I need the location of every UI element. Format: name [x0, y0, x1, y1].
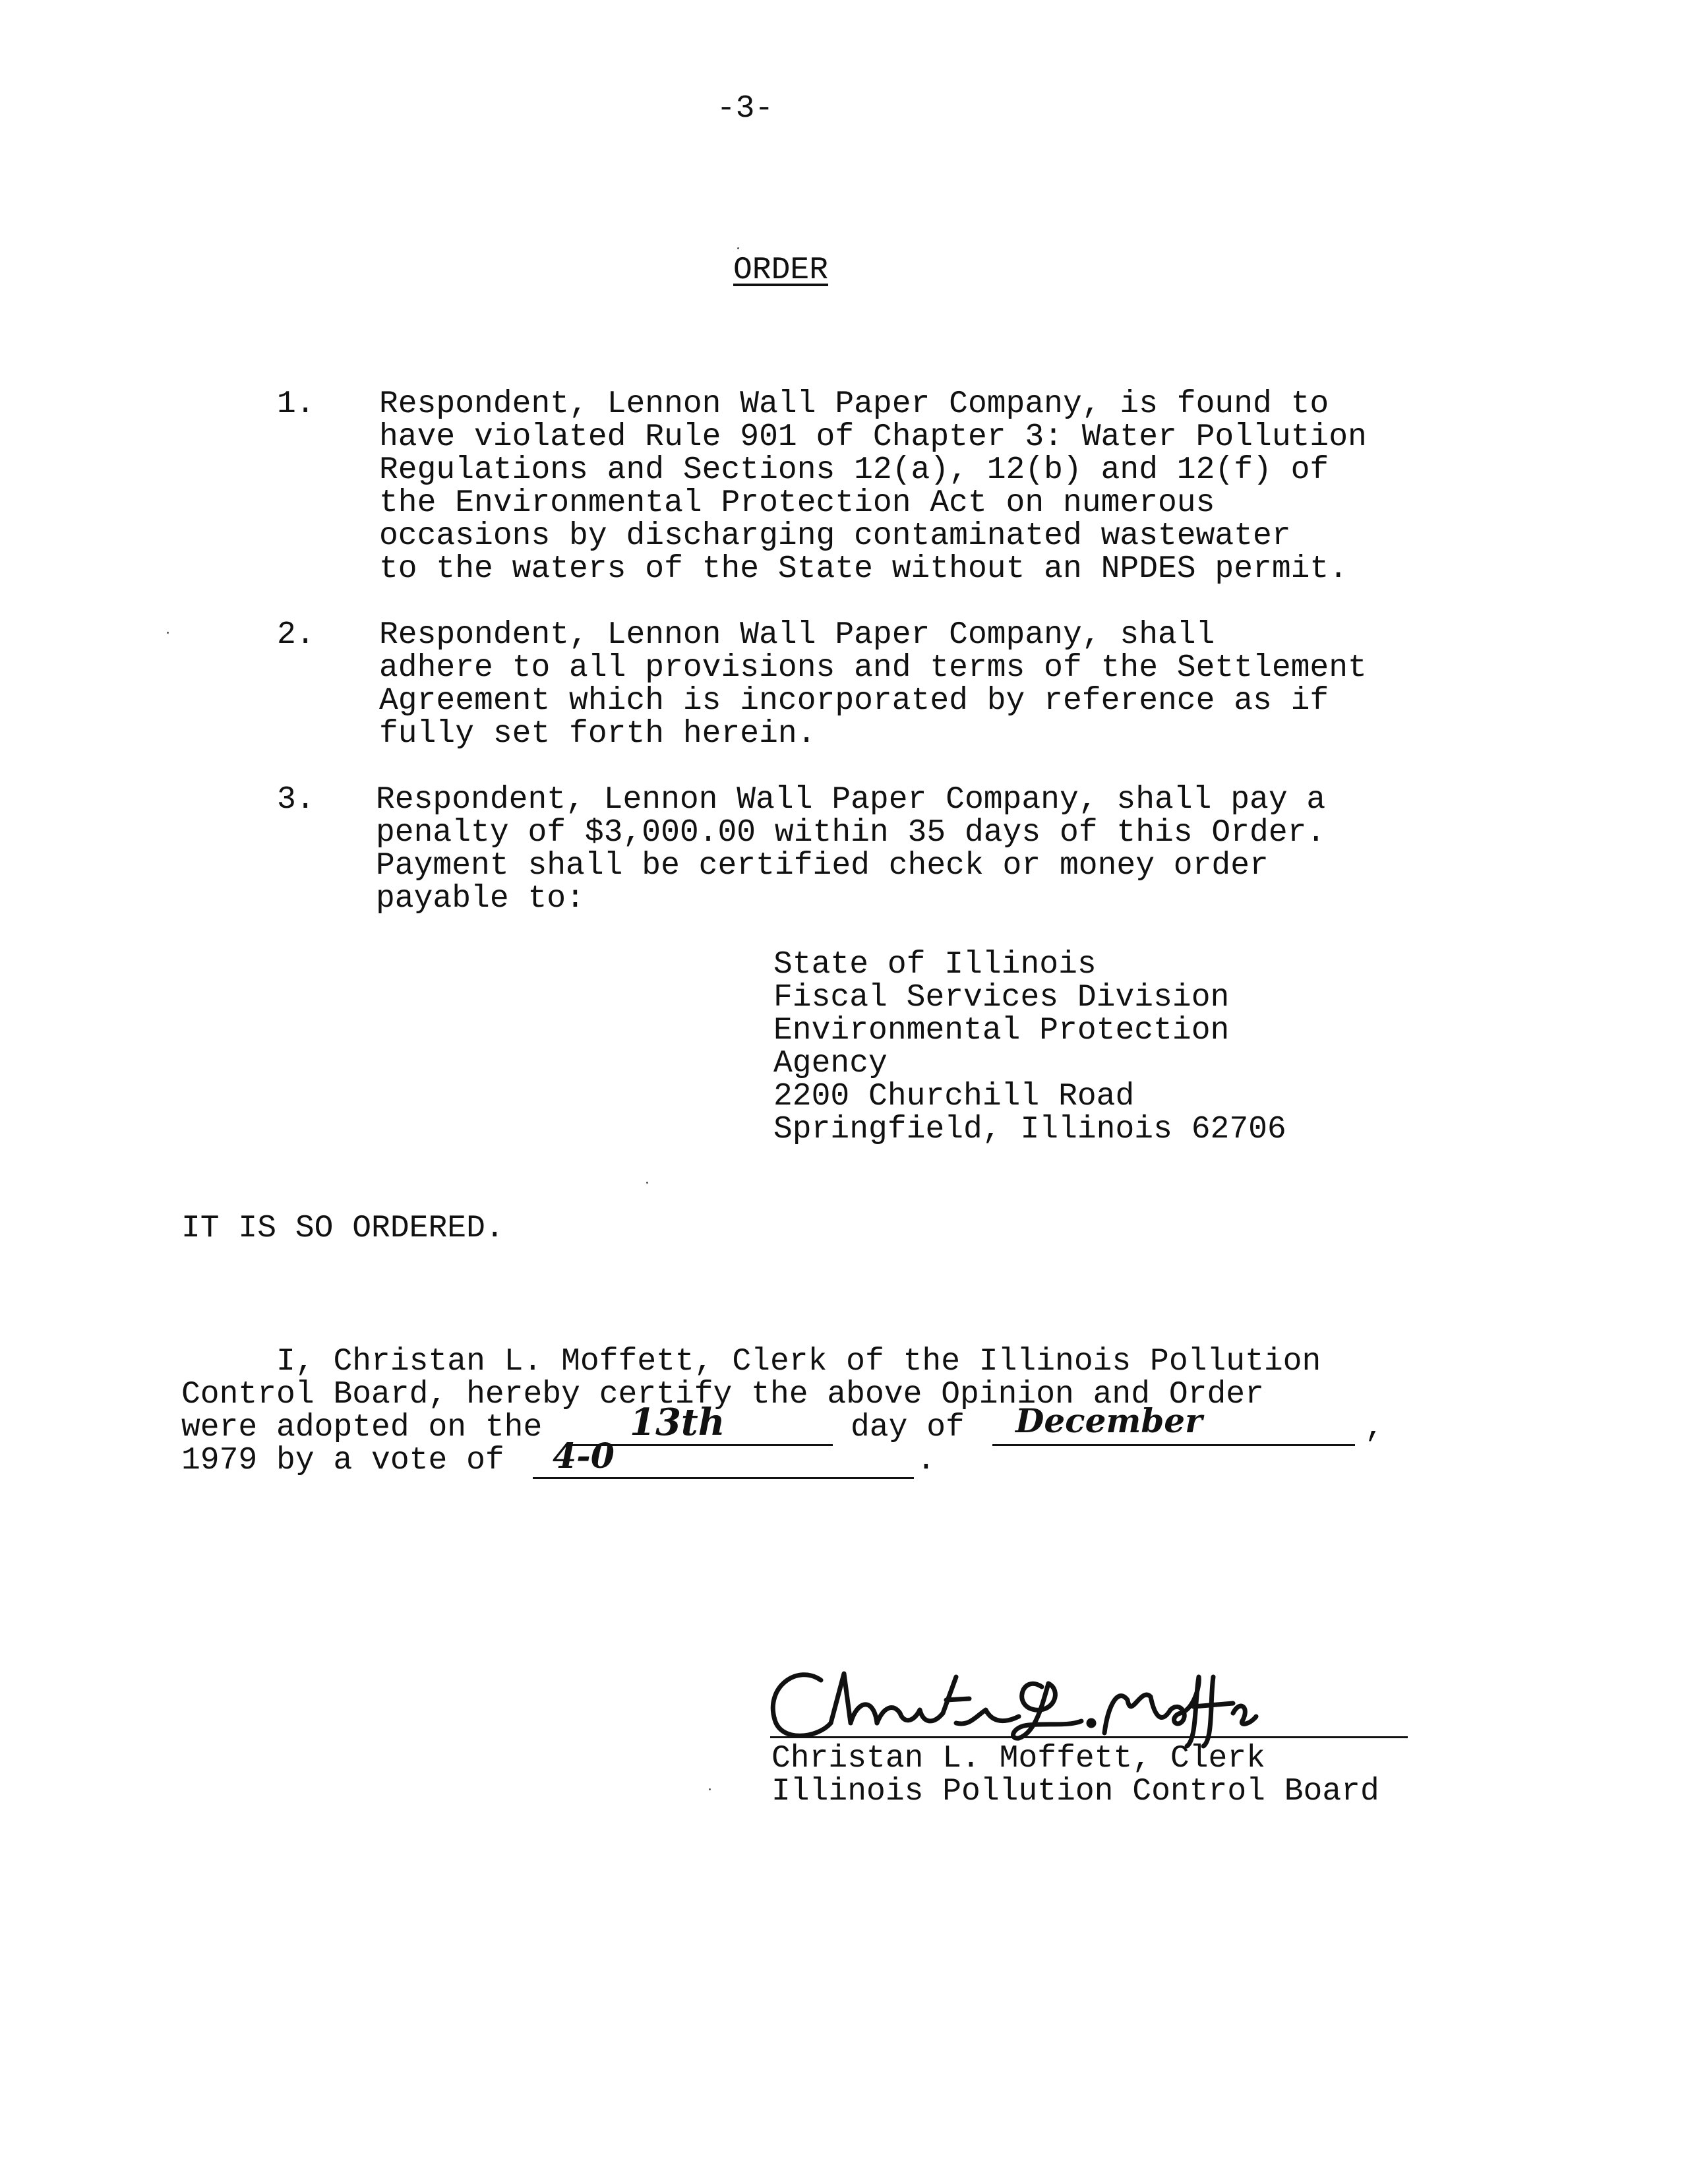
certification-line-1: I, Christan L. Moffett, Clerk of the Illinois Pollution [181, 1344, 1321, 1380]
item-2-line-4: fully set forth herein. [379, 716, 816, 752]
item-3-line-3: Payment shall be certified check or money order [376, 848, 1269, 884]
signature-line [770, 1736, 1408, 1738]
item-1-line-3: Regulations and Sections 12(a), 12(b) and 12(f) of [379, 452, 1329, 488]
certification-line-4-end: . [917, 1443, 936, 1478]
handwritten-day: 13th [630, 1401, 725, 1444]
handwritten-month: December [1015, 1401, 1203, 1440]
signatory-name-title: Christan L. Moffett, Clerk [771, 1741, 1265, 1776]
address-line-6: Springfield, Illinois 62706 [773, 1112, 1286, 1147]
item-1-number: 1. [277, 386, 315, 422]
item-3-number: 3. [277, 782, 315, 818]
address-line-3: Environmental Protection [773, 1013, 1230, 1048]
item-1-text [379, 388, 1367, 586]
certification-line-3-start: were adopted on the [181, 1410, 543, 1445]
signatory-organization: Illinois Pollution Control Board [771, 1774, 1379, 1809]
item-3-line-4: payable to: [376, 881, 585, 917]
item-3-text [376, 783, 1325, 915]
address-line-5: 2200 Churchill Road [773, 1079, 1135, 1114]
item-2-text [379, 619, 1367, 750]
address-line-4: Agency [773, 1046, 888, 1081]
page-number: -3- [716, 91, 774, 127]
payee-address [773, 948, 1286, 1146]
address-line-1: State of Illinois [773, 947, 1097, 983]
address-line-2: Fiscal Services Division [773, 980, 1230, 1016]
order-heading: ORDER [733, 253, 829, 288]
scan-speck [709, 1788, 711, 1790]
certification-line-2: Control Board, hereby certify the above Opinion and Order [181, 1377, 1264, 1412]
item-2-line-3: Agreement which is incorporated by reference as if [379, 683, 1329, 719]
item-2-line-2: adhere to all provisions and terms of the Settlement [379, 650, 1367, 686]
certification-line-4-start: 1979 by a vote of [181, 1443, 504, 1478]
scan-speck [737, 247, 739, 249]
item-1-line-2: have violated Rule 901 of Chapter 3: Water Pollution [379, 419, 1367, 455]
item-3-line-1: Respondent, Lennon Wall Paper Company, shall pay a [376, 782, 1326, 818]
item-2-number: 2. [277, 617, 315, 653]
scan-speck [167, 632, 169, 634]
so-ordered-statement: IT IS SO ORDERED. [181, 1211, 504, 1246]
item-1-line-5: occasions by discharging contaminated wastewater [379, 518, 1291, 554]
scan-speck [646, 1182, 648, 1184]
handwritten-vote: 4-0 [553, 1436, 615, 1476]
certification-line-3-middle: day of [851, 1410, 965, 1445]
item-1-line-1: Respondent, Lennon Wall Paper Company, is found to [379, 386, 1329, 422]
item-1-line-4: the Environmental Protection Act on numerous [379, 485, 1215, 521]
certification-line-3-end: , [1365, 1410, 1384, 1445]
item-1-line-6: to the waters of the State without an NPDES permit. [379, 551, 1348, 587]
item-3-line-2: penalty of $3,000.00 within 35 days of this Order. [376, 815, 1326, 851]
item-2-line-1: Respondent, Lennon Wall Paper Company, shall [379, 617, 1215, 653]
